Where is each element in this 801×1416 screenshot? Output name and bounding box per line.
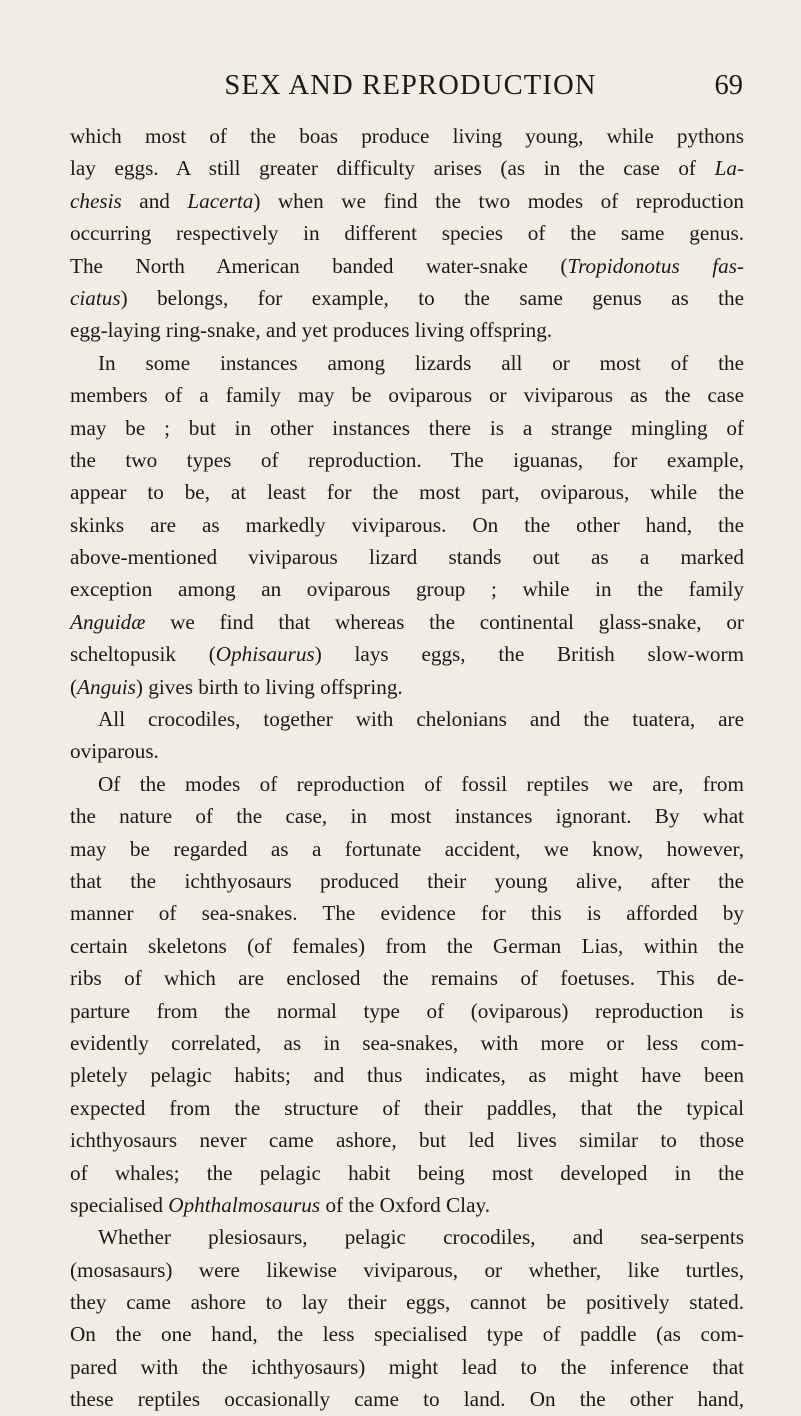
text-span: that the ichthyosaurs produced their young alive, after the [70,868,744,893]
text-span: In some instances among lizards all or most of the [98,350,744,375]
text-line [70,897,744,929]
text-span: ) when we find the two modes of reproduction [253,188,745,213]
text-span: ( [70,674,78,699]
text-span: The North American banded water-snake ( [70,253,568,278]
text-line [70,1189,744,1221]
text-span: may be regarded as a fortunate accident, we know, however, [70,836,744,861]
text-span: pared with the ichthyosaurs) might lead to the inference that [70,1354,744,1379]
text-line [70,185,744,217]
text-line [70,1092,744,1124]
body-text [70,120,744,1416]
text-line [70,1059,744,1091]
text-line [70,1221,744,1253]
text-line [70,1383,744,1415]
text-span: egg-laying ring-snake, and yet produces living offspring. [70,318,553,343]
text-span: On the one hand, the less specialised type of paddle (as com- [70,1322,744,1347]
text-span: appear to be, at least for the most part, oviparous, while the [70,480,744,505]
text-span: (mosasaurs) were likewise viviparous, or whether, like turtles, [70,1257,744,1282]
italic-text-span: Tropidonotus fas- [567,253,744,278]
text-line [70,606,744,638]
text-line [70,1286,744,1318]
text-line [70,1318,744,1350]
text-span: All crocodiles, together with chelonians and the tuatera, are [98,707,744,732]
text-span: of whales; the pelagic habit being most developed in the [70,1160,744,1185]
text-line [70,1124,744,1156]
text-span: manner of sea-snakes. The evidence for this is afforded by [70,901,744,926]
text-line [70,671,744,703]
text-line [70,865,744,897]
text-span: pletely pelagic habits; and thus indicates, as might have been [70,1063,744,1088]
italic-text-span: ciatus [70,285,121,310]
text-span: they came ashore to lay their eggs, cannot be positively stated. [70,1290,744,1315]
italic-text-span: Ophisaurus [215,642,315,667]
text-span: lay eggs. A still greater difficulty arises (as in the case of [70,156,715,181]
text-line [70,314,744,346]
text-span: expected from the structure of their paddles, that the typical [70,1095,744,1120]
text-span: above-mentioned viviparous lizard stands out as a marked [70,545,744,570]
text-line [70,250,744,282]
text-span: oviparous. [70,739,159,764]
text-span: specialised [70,1192,169,1217]
text-span: exception among an oviparous group ; while in the family [70,577,744,602]
text-line [70,800,744,832]
running-title: SEX AND REPRODUCTION [224,70,597,101]
text-span: ) lays eggs, the British slow-worm [314,642,745,667]
text-line [70,703,744,735]
text-line [70,638,744,670]
italic-text-span: Ophthalmosaurus [168,1192,321,1217]
text-line [70,962,744,994]
text-line [70,573,744,605]
text-line [70,120,744,152]
text-line [70,282,744,314]
text-line [70,768,744,800]
italic-text-span: Anguis [77,674,136,699]
text-line [70,1351,744,1383]
text-line [70,152,744,184]
text-line [70,735,744,767]
text-span: Of the modes of reproduction of fossil reptiles we are, from [98,771,744,796]
text-span: skinks are as markedly viviparous. On the other hand, the [70,512,744,537]
text-line [70,995,744,1027]
text-span: members of a family may be oviparous or viviparous as the case [70,383,744,408]
text-span: the two types of reproduction. The iguanas, for example, [70,447,744,472]
text-line [70,1157,744,1189]
text-span: ) gives birth to living offspring. [135,674,403,699]
italic-text-span: La- [714,156,744,181]
text-line [70,444,744,476]
text-span: Whether plesiosaurs, pelagic crocodiles, and sea-serpents [98,1225,744,1250]
text-line [70,412,744,444]
page-header [0,70,801,110]
text-line [70,476,744,508]
text-span: evidently correlated, as in sea-snakes, with more or less com- [70,1030,744,1055]
italic-text-span: Anguidæ [70,609,146,634]
text-span: ichthyosaurs never came ashore, but led lives similar to those [70,1128,744,1153]
text-span: scheltopusik ( [70,642,216,667]
page-number: 69 [714,70,743,101]
text-span: the nature of the case, in most instances ignorant. By what [70,804,744,829]
italic-text-span: chesis [70,188,122,213]
text-line [70,833,744,865]
text-span: certain skeletons (of females) from the German Lias, within the [70,933,744,958]
text-line [70,1027,744,1059]
text-line [70,930,744,962]
text-span: parture from the normal type of (oviparous) reproduction is [70,998,744,1023]
text-span: occurring respectively in different species of the same genus. [70,221,744,246]
text-span: we find that whereas the continental glass-snake, or [145,609,744,634]
text-line [70,347,744,379]
text-span: these reptiles occasionally came to land. On the other hand, [70,1387,744,1412]
text-span: and [121,188,188,213]
text-span: which most of the boas produce living young, while pythons [70,124,744,148]
text-line [70,509,744,541]
text-line [70,379,744,411]
text-span: of the Oxford Clay. [320,1192,490,1217]
text-line [70,1254,744,1286]
text-line [70,217,744,249]
italic-text-span: Lacerta [187,188,254,213]
text-span: ) belongs, for example, to the same genus as the [120,285,744,310]
text-line [70,541,744,573]
text-span: ribs of which are enclosed the remains of foetuses. This de- [70,966,744,991]
text-span: may be ; but in other instances there is a strange mingling of [70,415,744,440]
